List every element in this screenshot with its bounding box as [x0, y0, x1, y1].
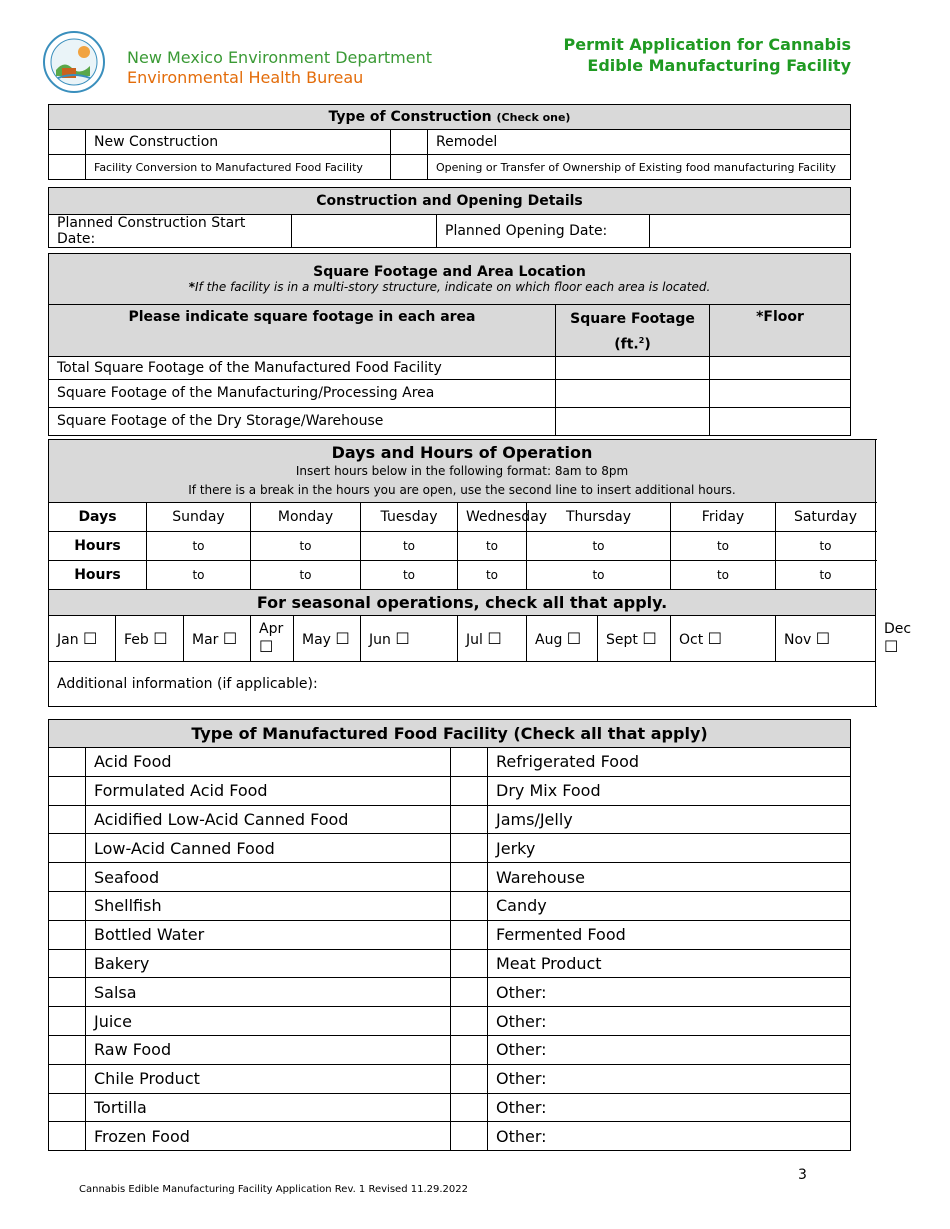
facility-right-checkbox[interactable] [451, 1007, 488, 1036]
storage-sqft-label: Square Footage of the Dry Storage/Warehouse [49, 407, 556, 435]
thursday-hours-1[interactable]: to [527, 532, 671, 561]
opening-date-label: Planned Opening Date: [437, 215, 650, 248]
facility-left-option: Juice [86, 1007, 451, 1036]
option-remodel: Remodel [428, 130, 851, 155]
floor-column-header: *Floor [710, 305, 851, 357]
facility-right-checkbox[interactable] [451, 1122, 488, 1151]
month-nov[interactable] [776, 616, 876, 662]
facility-right-option: Other: [488, 1122, 851, 1151]
square-footage-header [49, 254, 851, 305]
facility-left-checkbox[interactable] [49, 776, 86, 805]
checkbox-icon[interactable]: ☐ [83, 629, 98, 648]
storage-floor-input[interactable] [710, 407, 851, 435]
facility-left-option: Formulated Acid Food [86, 776, 451, 805]
checkbox-icon[interactable]: ☐ [222, 629, 238, 648]
hours-header [49, 440, 876, 503]
month-oct-label: Oct [679, 632, 704, 648]
facility-type-row [49, 1007, 851, 1036]
saturday-hours-1[interactable]: to [776, 532, 876, 561]
facility-left-option: Shellfish [86, 891, 451, 920]
agency-name [127, 48, 432, 88]
checkbox-icon[interactable]: ☐ [566, 629, 582, 648]
month-may[interactable] [294, 616, 361, 662]
checkbox-icon[interactable]: ☐ [884, 637, 899, 656]
facility-right-option: Refrigerated Food [488, 748, 851, 777]
month-feb-label: Feb [124, 632, 149, 648]
facility-right-checkbox[interactable] [451, 891, 488, 920]
month-jul-label: Jul [466, 632, 483, 648]
facility-right-option: Jerky [488, 834, 851, 863]
facility-left-checkbox[interactable] [49, 1064, 86, 1093]
facility-type-row [49, 834, 851, 863]
facility-left-checkbox[interactable] [49, 863, 86, 892]
facility-type-rows [49, 748, 851, 1151]
checkbox-icon[interactable]: ☐ [487, 629, 502, 648]
facility-type-row [49, 978, 851, 1007]
hours-table [48, 439, 912, 707]
facility-right-checkbox[interactable] [451, 1093, 488, 1122]
option-new-construction: New Construction [86, 130, 391, 155]
sqft-column-label: Square Footage [570, 311, 695, 327]
facility-type-row [49, 776, 851, 805]
facility-right-option: Other: [488, 1035, 851, 1064]
facility-right-checkbox[interactable] [451, 949, 488, 978]
wednesday-hours-2[interactable]: to [458, 561, 527, 590]
facility-left-checkbox[interactable] [49, 978, 86, 1007]
facility-left-option: Tortilla [86, 1093, 451, 1122]
month-sept-label: Sept [606, 632, 638, 648]
facility-left-option: Low-Acid Canned Food [86, 834, 451, 863]
facility-type-row [49, 1035, 851, 1064]
month-mar[interactable] [184, 616, 251, 662]
facility-left-option: Bakery [86, 949, 451, 978]
option-facility-conversion: Facility Conversion to Manufactured Food Facility [86, 155, 391, 180]
additional-info-field[interactable] [49, 662, 876, 707]
checkbox-icon[interactable]: ☐ [707, 629, 723, 648]
facility-left-option: Acidified Low-Acid Canned Food [86, 805, 451, 834]
facility-left-checkbox[interactable] [49, 1007, 86, 1036]
facility-right-option: Fermented Food [488, 920, 851, 949]
facility-right-checkbox[interactable] [451, 834, 488, 863]
month-jan[interactable] [49, 616, 116, 662]
checkbox-icon[interactable]: ☐ [642, 629, 657, 648]
facility-right-checkbox[interactable] [451, 863, 488, 892]
tuesday-hours-1[interactable]: to [361, 532, 458, 561]
day-friday: Friday [671, 503, 776, 532]
facility-right-checkbox[interactable] [451, 805, 488, 834]
day-monday: Monday [251, 503, 361, 532]
construction-type-title: Type of Construction [328, 109, 492, 125]
facility-left-option: Bottled Water [86, 920, 451, 949]
facility-left-option: Acid Food [86, 748, 451, 777]
facility-right-option: Other: [488, 1093, 851, 1122]
sqft-column-header [556, 305, 710, 357]
conversion-checkbox[interactable] [49, 155, 86, 180]
construction-start-input[interactable] [292, 215, 437, 248]
sunday-hours-2[interactable]: to [147, 561, 251, 590]
remodel-checkbox[interactable] [391, 130, 428, 155]
month-apr[interactable] [251, 616, 294, 662]
facility-right-option: Dry Mix Food [488, 776, 851, 805]
facility-left-checkbox[interactable] [49, 1035, 86, 1064]
facility-right-option: Candy [488, 891, 851, 920]
facility-type-row [49, 891, 851, 920]
form-title [564, 34, 851, 76]
month-jun[interactable] [361, 616, 458, 662]
opening-details-table [48, 187, 851, 248]
facility-left-option: Chile Product [86, 1064, 451, 1093]
total-sqft-label: Total Square Footage of the Manufactured Food Facility [49, 356, 556, 379]
square-footage-table [48, 253, 851, 436]
facility-left-checkbox[interactable] [49, 891, 86, 920]
form-title-line2: Edible Manufacturing Facility [587, 56, 851, 75]
bureau-name: Environmental Health Bureau [127, 68, 364, 87]
month-oct[interactable] [671, 616, 776, 662]
facility-left-option: Salsa [86, 978, 451, 1007]
facility-left-checkbox[interactable] [49, 949, 86, 978]
month-sept[interactable] [598, 616, 671, 662]
footer-revision: Cannabis Edible Manufacturing Facility Application Rev. 1 Revised 11.29.2022 [79, 1184, 468, 1195]
hours-label-row1: Hours [49, 532, 147, 561]
facility-left-checkbox[interactable] [49, 920, 86, 949]
facility-right-checkbox[interactable] [451, 1064, 488, 1093]
check-one-note: (Check one) [496, 111, 571, 124]
facility-type-row [49, 1122, 851, 1151]
facility-type-row [49, 949, 851, 978]
sqft-unit-exponent: 2 [638, 336, 645, 345]
storage-sqft-input[interactable] [556, 407, 710, 435]
month-jan-label: Jan [57, 632, 79, 648]
facility-type-row [49, 920, 851, 949]
hours-break-note: If there is a break in the hours you are open, use the second line to insert additional hours. [188, 482, 736, 497]
nmed-seal-logo [42, 30, 106, 94]
multi-story-note-text: If the facility is in a multi-story structure, indicate on which floor each area is located. [194, 280, 711, 294]
thursday-hours-2[interactable]: to [527, 561, 671, 590]
page-number: 3 [798, 1167, 807, 1183]
day-saturday: Saturday [776, 503, 876, 532]
month-jul[interactable] [458, 616, 527, 662]
facility-type-row [49, 805, 851, 834]
construction-type-table [48, 104, 851, 180]
month-jun-label: Jun [369, 632, 391, 648]
facility-left-checkbox[interactable] [49, 1122, 86, 1151]
month-may-label: May [302, 632, 331, 648]
friday-hours-1[interactable]: to [671, 532, 776, 561]
facility-left-option: Raw Food [86, 1035, 451, 1064]
option-ownership-transfer: Opening or Transfer of Ownership of Existing food manufacturing Facility [428, 155, 851, 180]
day-tuesday: Tuesday [361, 503, 458, 532]
facility-right-option: Meat Product [488, 949, 851, 978]
new-construction-checkbox[interactable] [49, 130, 86, 155]
month-mar-label: Mar [192, 632, 219, 648]
facility-type-row [49, 748, 851, 777]
hours-format-note: Insert hours below in the following format: 8am to 8pm [295, 463, 629, 478]
facility-type-row [49, 1093, 851, 1122]
checkbox-icon[interactable]: ☐ [153, 629, 168, 648]
form-title-line1: Permit Application for Cannabis [563, 35, 851, 54]
hours-label-row2: Hours [49, 561, 147, 590]
sunday-hours-1[interactable]: to [147, 532, 251, 561]
month-feb[interactable] [116, 616, 184, 662]
wednesday-hours-1[interactable]: to [458, 532, 527, 561]
checkbox-icon[interactable]: ☐ [259, 637, 274, 656]
day-wednesday: Wednesday [458, 503, 527, 532]
facility-type-row [49, 1064, 851, 1093]
checkbox-icon[interactable]: ☐ [395, 629, 410, 648]
page-header [0, 0, 950, 100]
checkbox-icon[interactable]: ☐ [815, 629, 831, 648]
month-dec-label: Dec [884, 621, 912, 637]
total-sqft-input[interactable] [556, 356, 710, 379]
facility-left-checkbox[interactable] [49, 805, 86, 834]
facility-type-row [49, 863, 851, 892]
construction-start-label: Planned Construction Start Date: [49, 215, 292, 248]
day-sunday: Sunday [147, 503, 251, 532]
processing-sqft-label: Square Footage of the Manufacturing/Processing Area [49, 379, 556, 407]
month-apr-label: Apr [259, 621, 284, 637]
construction-type-header [49, 105, 851, 130]
month-aug[interactable] [527, 616, 598, 662]
note-asterisk: * [188, 280, 195, 294]
facility-type-header: Type of Manufactured Food Facility (Check all that apply) [49, 720, 851, 748]
facility-left-option: Seafood [86, 863, 451, 892]
saturday-hours-2[interactable]: to [776, 561, 876, 590]
day-thursday: Thursday [527, 503, 671, 532]
friday-hours-2[interactable]: to [671, 561, 776, 590]
facility-left-checkbox[interactable] [49, 1093, 86, 1122]
sqft-unit: (ft. [614, 336, 639, 353]
multi-story-note [57, 280, 842, 294]
facility-left-checkbox[interactable] [49, 748, 86, 777]
month-nov-label: Nov [784, 632, 812, 648]
opening-details-header: Construction and Opening Details [49, 188, 851, 215]
facility-right-option: Other: [488, 1007, 851, 1036]
hours-title: Days and Hours of Operation [331, 442, 593, 462]
facility-right-option: Jams/Jelly [488, 805, 851, 834]
processing-sqft-input[interactable] [556, 379, 710, 407]
facility-left-option: Frozen Food [86, 1122, 451, 1151]
processing-floor-input[interactable] [710, 379, 851, 407]
monday-hours-1[interactable]: to [251, 532, 361, 561]
facility-right-option: Other: [488, 978, 851, 1007]
total-floor-input[interactable] [710, 356, 851, 379]
facility-right-option: Other: [488, 1064, 851, 1093]
facility-right-checkbox[interactable] [451, 920, 488, 949]
month-aug-label: Aug [535, 632, 563, 648]
facility-right-checkbox[interactable] [451, 776, 488, 805]
days-label: Days [49, 503, 147, 532]
facility-left-checkbox[interactable] [49, 834, 86, 863]
ownership-transfer-checkbox[interactable] [391, 155, 428, 180]
seasonal-header: For seasonal operations, check all that apply. [49, 590, 876, 616]
facility-right-checkbox[interactable] [451, 748, 488, 777]
facility-right-checkbox[interactable] [451, 978, 488, 1007]
facility-right-checkbox[interactable] [451, 1035, 488, 1064]
facility-right-option: Warehouse [488, 863, 851, 892]
facility-type-table [48, 719, 851, 1151]
checkbox-icon[interactable]: ☐ [335, 629, 350, 648]
monday-hours-2[interactable]: to [251, 561, 361, 590]
additional-info-label: Additional information (if applicable): [57, 676, 318, 692]
area-column-header: Please indicate square footage in each area [49, 305, 556, 357]
sqft-unit-close: ) [644, 336, 651, 353]
department-name: New Mexico Environment Department [127, 48, 433, 67]
square-footage-title: Square Footage and Area Location [313, 264, 586, 280]
opening-date-input[interactable] [650, 215, 851, 248]
tuesday-hours-2[interactable]: to [361, 561, 458, 590]
